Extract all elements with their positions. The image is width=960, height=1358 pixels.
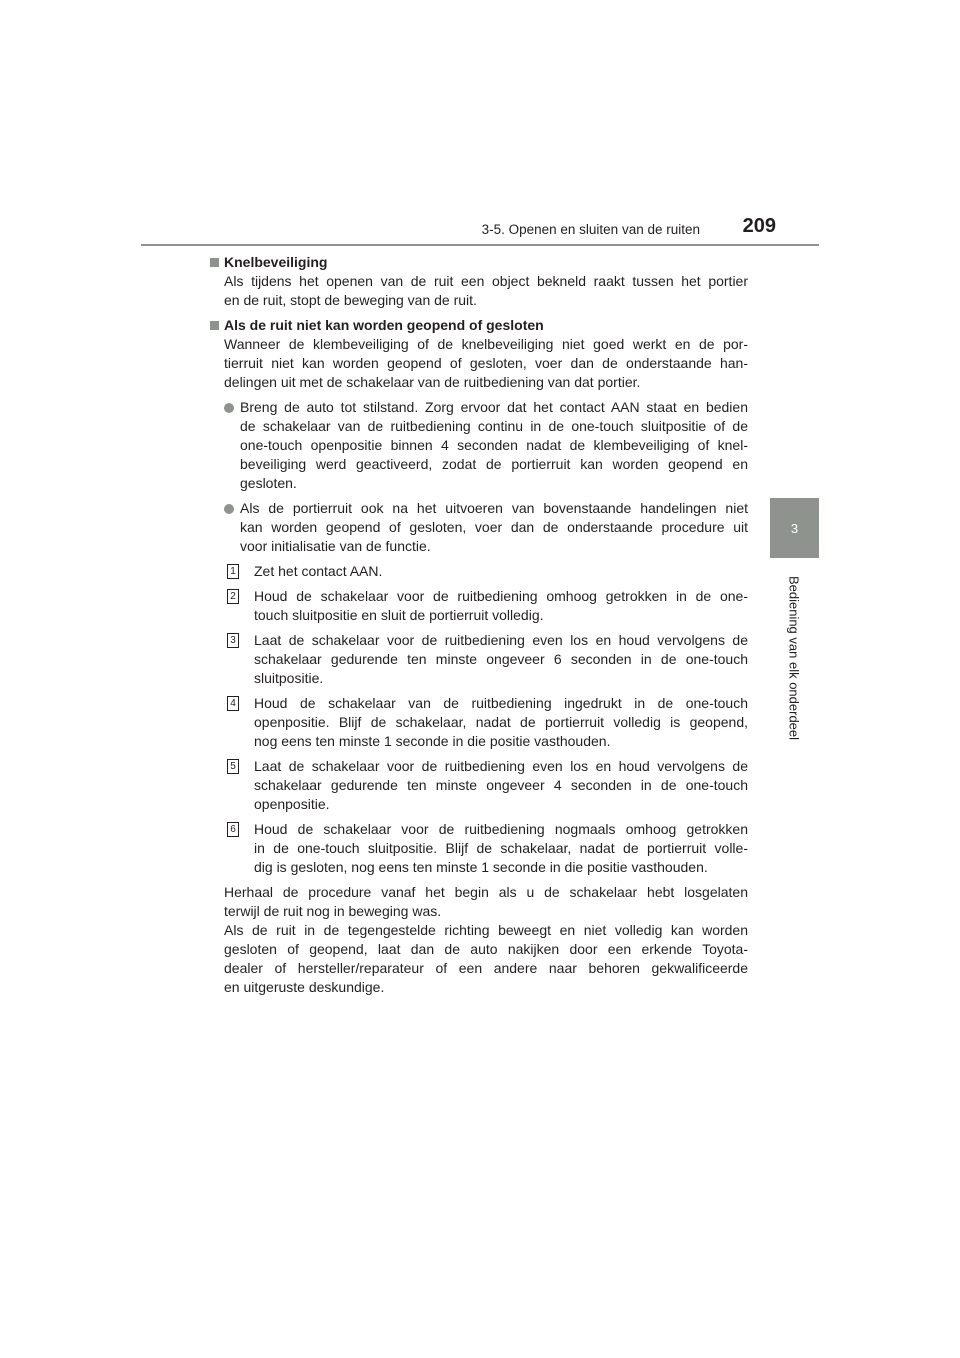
- section-heading: Als de ruit niet kan worden geopend of gesloten: [210, 316, 748, 335]
- text-line: Zet het contact AAN.: [254, 563, 383, 579]
- text-line: en uitgeruste deskundige.: [224, 979, 385, 995]
- text-line: beveiliging werd geactiveerd, zodat de portierruit kan worden geopend en: [240, 456, 748, 472]
- step-item: [210, 587, 748, 625]
- text-line: gesloten of geopend, laat dan de auto nakijken door een erkende Toyota-: [224, 941, 748, 957]
- text-line: Als de ruit in de tegengestelde richting beweegt en niet volledig kan worden: [224, 922, 748, 938]
- text-line: Als tijdens het openen van de ruit een object bekneld raakt tussen het portier: [224, 273, 748, 289]
- text-line: voor initialisatie van de functie.: [240, 538, 431, 554]
- text-line: terwijl de ruit nog in beweging was.: [224, 903, 442, 919]
- round-bullet-icon: [224, 504, 234, 514]
- section-heading: Knelbeveiliging: [210, 253, 748, 272]
- text-line: Laat de schakelaar voor de ruitbediening even los en houd vervolgens de: [254, 758, 748, 774]
- closing-paragraph: [210, 883, 748, 997]
- step-item: [210, 694, 748, 751]
- text-line: Houd de schakelaar van de ruitbediening ingedrukt in de one-touch: [254, 695, 748, 711]
- text-line: dig is gesloten, nog eens ten minste 1 seconde in die positie vasthouden.: [254, 859, 708, 875]
- header-rule: [141, 244, 819, 246]
- text-line: Breng de auto tot stilstand. Zorg ervoor dat het contact AAN staat en bedien: [240, 399, 748, 415]
- text-line: touch sluitpositie en sluit de portierruit volledig.: [254, 607, 544, 623]
- page-number: 209: [742, 215, 776, 237]
- step-number-box: 1: [227, 564, 239, 579]
- text-line: openpositie. Blijf de schakelaar, nadat de portierruit volledig is geopend,: [254, 714, 748, 730]
- text-line: Wanneer de klembeveiliging of de knelbeveiliging niet goed werkt en de por-: [224, 336, 748, 352]
- step-item: [210, 820, 748, 877]
- text-line: schakelaar gedurende ten minste ongeveer 6 seconden in de one-touch: [254, 651, 748, 667]
- text-line: kan worden geopend of gesloten, voer dan de onderstaande procedure uit: [240, 519, 748, 535]
- chapter-tab: [770, 498, 819, 558]
- text-line: in de one-touch sluitpositie. Blijf de schakelaar, nadat de portierruit volle-: [254, 840, 748, 856]
- step-number-box: 2: [227, 589, 239, 604]
- text-line: Herhaal de procedure vanaf het begin als u de schakelaar hebt losgelaten: [224, 884, 748, 900]
- square-bullet-icon: [210, 258, 219, 267]
- section-title: 3-5. Openen en sluiten van de ruiten: [481, 222, 700, 237]
- step-number-box: 4: [227, 696, 239, 711]
- text-line: delingen uit met de schakelaar van de ruitbediening van dat portier.: [224, 374, 641, 390]
- step-item: [210, 757, 748, 814]
- text-line: one-touch openpositie binnen 4 seconden nadat de klembeveiliging of knel-: [240, 437, 748, 453]
- text-line: gesloten.: [240, 475, 297, 491]
- text-line: en de ruit, stopt de beweging van de ruit.: [224, 292, 477, 308]
- bullet-item: [210, 499, 748, 556]
- text-line: openpositie.: [254, 796, 330, 812]
- text-line: Houd de schakelaar voor de ruitbediening omhoog getrokken in de one-: [254, 588, 748, 604]
- chapter-title: Bediening van elk onderdeel: [786, 575, 802, 741]
- step-number-box: 5: [227, 759, 239, 774]
- step-item: [210, 631, 748, 688]
- text-line: tierruit niet kan worden geopend of gesloten, voer dan de onderstaande han-: [224, 355, 748, 371]
- text-line: Laat de schakelaar voor de ruitbediening even los en houd vervolgens de: [254, 632, 748, 648]
- section-text: [210, 335, 748, 392]
- text-line: Houd de schakelaar voor de ruitbediening nogmaals omhoog getrokken: [254, 821, 748, 837]
- chapter-number: 3: [790, 520, 799, 536]
- square-bullet-icon: [210, 321, 219, 330]
- text-line: dealer of hersteller/reparateur of een andere naar behoren gekwalificeerde: [224, 960, 748, 976]
- round-bullet-icon: [224, 403, 234, 413]
- text-line: de schakelaar van de ruitbediening continu in de one-touch sluitpositie of de: [240, 418, 748, 434]
- step-item: [210, 562, 748, 581]
- text-line: Als de portierruit ook na het uitvoeren van bovenstaande handelingen niet: [240, 500, 748, 516]
- step-number-box: 3: [227, 633, 239, 648]
- section-text: [210, 272, 748, 310]
- step-number-box: 6: [227, 822, 239, 837]
- text-line: nog eens ten minste 1 seconde in die positie vasthouden.: [254, 733, 611, 749]
- text-line: sluitpositie.: [254, 670, 324, 686]
- bullet-item: [210, 398, 748, 493]
- page-content: [210, 253, 748, 997]
- text-line: schakelaar gedurende ten minste ongeveer 4 seconden in de one-touch: [254, 777, 748, 793]
